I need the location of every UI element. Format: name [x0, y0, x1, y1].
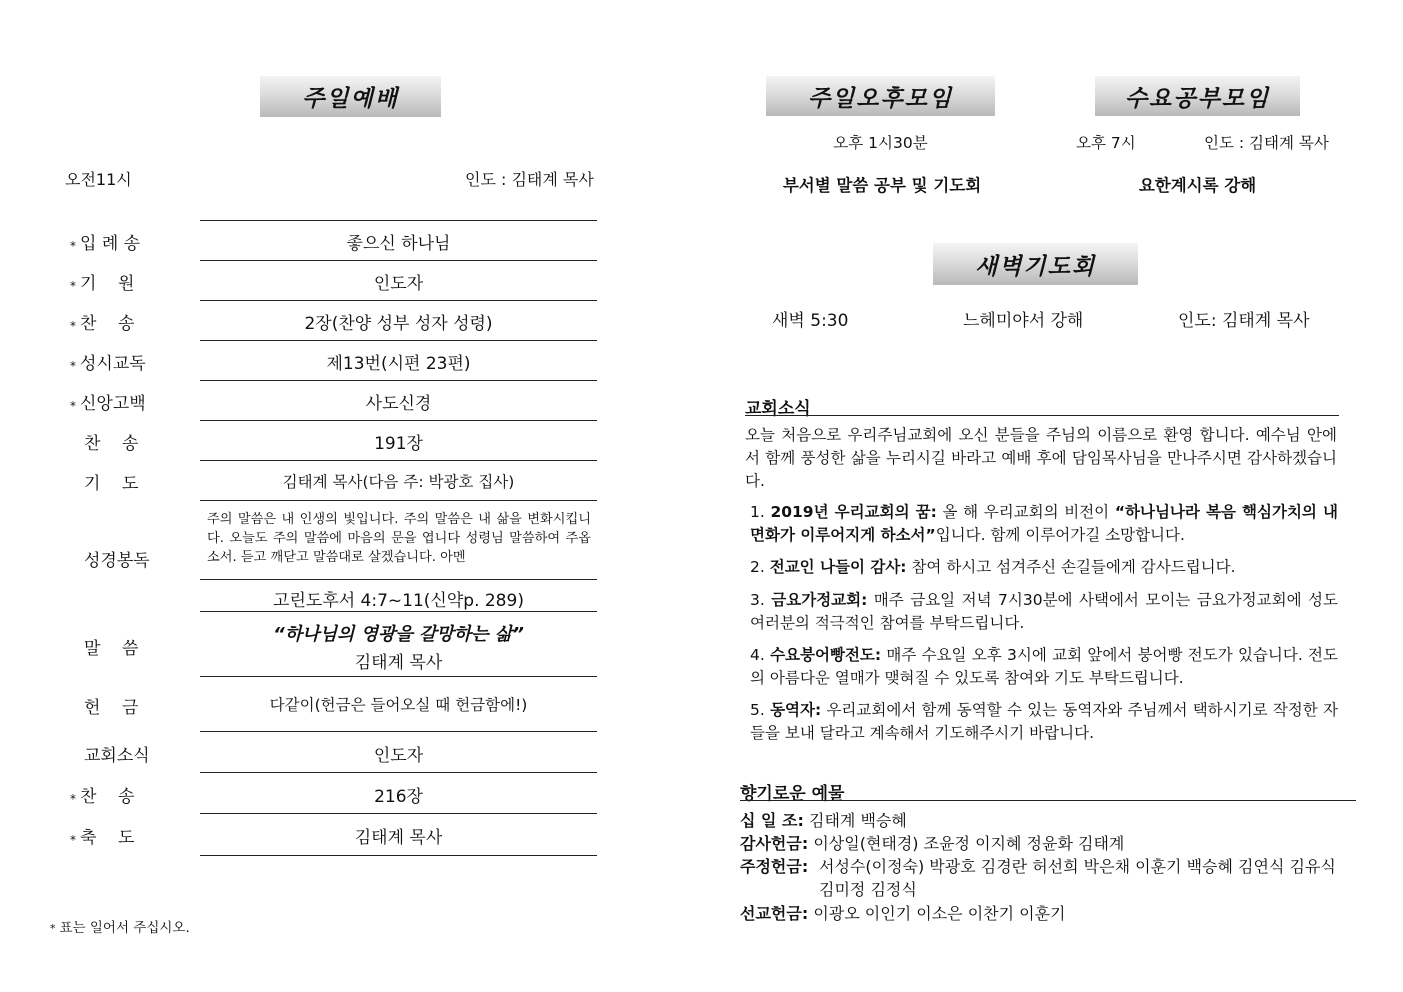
offerings-divider	[740, 800, 1356, 801]
table-row-value: 김태계 목사	[354, 828, 443, 848]
offering-row: 감사헌금: 이상일(현태경) 조윤정 이지혜 정윤화 김태계	[740, 834, 1125, 853]
news-item: 5. 동역자: 우리교회에서 함께 동역할 수 있는 동역자와 주님께서 택하시기로 작정한 자들을 보내 달라고 계속해서 기도해주시기 바랍니다.	[750, 701, 1338, 742]
table-divider	[200, 300, 597, 301]
church-news-heading: 교회소식	[745, 399, 811, 419]
worship-time: 오전11시	[65, 170, 132, 189]
church-news-divider	[745, 415, 1339, 416]
news-item: 3. 금요가정교회: 매주 금요일 저녁 7시30분에 사택에서 모이는 금요가정교회에 성도 여러분의 적극적인 참여를 부탁드립니다.	[750, 591, 1338, 632]
table-divider	[200, 813, 597, 814]
table-divider	[200, 579, 597, 580]
table-row-value: 216장	[374, 787, 423, 807]
table-row-label: 헌 금	[84, 698, 139, 718]
dawn-leader: 인도: 김태계 목사	[1178, 311, 1310, 331]
wednesday-content: 요한계시록 강해	[1138, 176, 1257, 195]
table-divider	[200, 611, 597, 612]
table-row-value: 191장	[374, 434, 423, 454]
table-row-label: * 찬 송	[70, 787, 135, 807]
offering-row: 선교헌금: 이광오 이인기 이소은 이찬기 이훈기	[740, 904, 1066, 923]
church-news-intro: 오늘 처음으로 우리주님교회에 오신 분들을 주님의 이름으로 환영 합니다. 예수님 안에서 함께 풍성한 삶을 누리시길 바라고 예배 후에 담임목사님을 만나주시면 감사하겠습니다.	[745, 426, 1337, 490]
table-row-value: 다같이(헌금은 들어오실 때 헌금함에!)	[269, 696, 528, 714]
table-row-label: 기 도	[84, 474, 139, 494]
sermon-title: “하나님의 영광을 갈망하는 삶”	[273, 624, 524, 645]
wednesday-study-title: 수요공부모임	[1095, 76, 1300, 116]
standing-footnote: * 표는 일어서 주십시오.	[50, 920, 190, 936]
dawn-prayer-title: 새벽기도회	[933, 243, 1138, 285]
table-divider	[200, 380, 597, 381]
afternoon-content: 부서별 말씀 공부 및 기도회	[782, 176, 982, 195]
news-item: 4. 수요붕어빵전도: 매주 수요일 오후 3시에 교회 앞에서 붕어빵 전도가 있습니다. 전도의 아름다운 열매가 맺혀질 수 있도록 참여와 기도 부탁드립니다.	[750, 646, 1338, 687]
table-row-label: 말 씀	[84, 639, 139, 659]
table-divider	[200, 855, 597, 856]
table-divider	[200, 772, 597, 773]
table-divider	[200, 500, 597, 501]
table-row-label: * 신앙고백	[70, 394, 146, 414]
table-row-label: 찬 송	[84, 434, 139, 454]
table-divider	[200, 260, 597, 261]
worship-leader: 인도 : 김태계 목사	[465, 170, 594, 189]
table-row-value: 인도자	[373, 746, 424, 766]
table-row-label: * 기 원	[70, 274, 135, 294]
offering-row: 주정헌금: 서성수(이정숙) 박광호 김경란 허선희 박은채 이훈기 백승혜 김연식 김유식 김미정 김정식	[740, 857, 1336, 899]
table-divider	[200, 420, 597, 421]
table-divider	[200, 340, 597, 341]
dawn-content: 느헤미야서 강해	[963, 311, 1084, 331]
dawn-time: 새벽 5:30	[772, 311, 849, 331]
table-row-label: * 축 도	[70, 828, 135, 848]
sunday-worship-title: 주일예배	[260, 76, 441, 117]
table-row-value: 2장(찬양 성부 성자 성령)	[304, 314, 493, 334]
table-divider	[200, 460, 597, 461]
table-divider	[200, 220, 597, 221]
table-row-label: * 성시교독	[70, 354, 146, 374]
offerings-heading: 향기로운 예물	[740, 784, 845, 804]
table-row-value: 사도신경	[365, 394, 432, 414]
sermon-preacher: 김태계 목사	[354, 653, 443, 673]
news-item: 1. 2019년 우리교회의 꿈: 올 해 우리교회의 비전이 “하나님나라 복음 핵심가치의 내면화가 이루어지게 하소서”입니다. 함께 이루어가길 소망합니다.	[750, 503, 1338, 544]
scripture-reading-prayer: 주의 말씀은 내 인생의 빛입니다. 주의 말씀은 내 삶을 변화시킵니다. 오늘도 주의 말씀에 마음의 문을 엽니다 성령님 말씀하여 주옵소서. 듣고 깨닫고 말씀대로 살겠습니다. 아멘	[207, 512, 591, 565]
table-row-label: * 입 례 송	[70, 234, 141, 254]
wednesday-time: 오후 7시	[1076, 134, 1136, 152]
offering-row: 십 일 조: 김태계 백승혜	[740, 811, 907, 830]
table-row-value: 제13번(시편 23편)	[326, 354, 471, 374]
table-divider	[200, 676, 597, 677]
table-row-value: 인도자	[373, 274, 424, 294]
table-row-label: 성경봉독	[84, 551, 150, 571]
table-row-value: 김태계 목사(다음 주: 박광호 집사)	[282, 473, 515, 491]
table-row-label: * 찬 송	[70, 314, 135, 334]
wednesday-leader: 인도 : 김태계 목사	[1204, 134, 1329, 152]
table-divider	[200, 731, 597, 732]
sunday-afternoon-title: 주일오후모임	[766, 76, 995, 116]
news-item: 2. 전교인 나들이 감사: 참여 하시고 섬겨주신 손길들에게 감사드립니다.	[750, 558, 1236, 576]
table-row-value: 좋으신 하나님	[346, 234, 451, 254]
table-row-label: 교회소식	[84, 746, 150, 766]
afternoon-time: 오후 1시30분	[833, 134, 928, 152]
scripture-reference: 고린도후서 4:7~11(신약p. 289)	[273, 591, 524, 611]
